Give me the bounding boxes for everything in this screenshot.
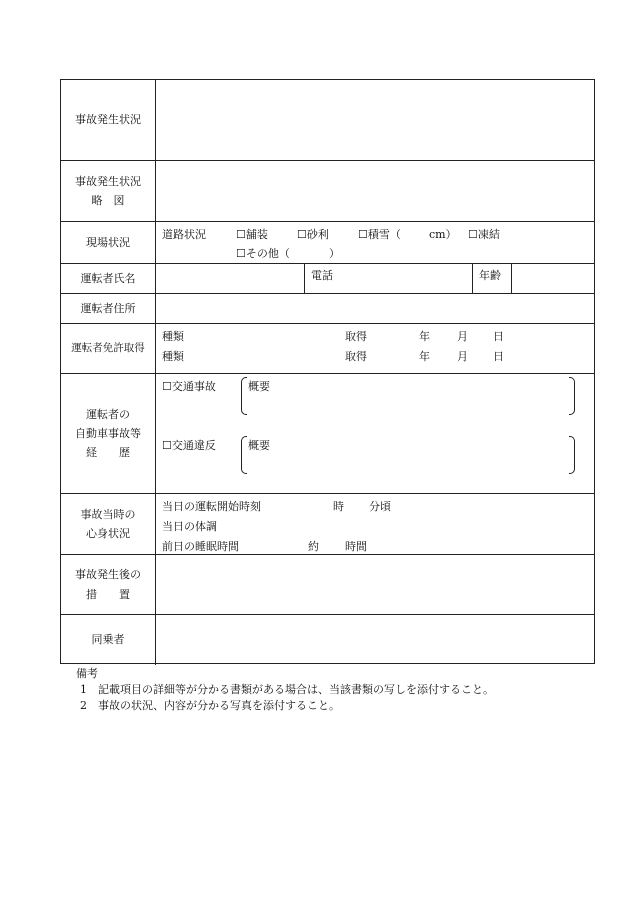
label-driver-address: 運転者住所 [61,294,156,323]
license-month-label-2: 月 [457,350,468,363]
label-post-accident-measures [75,565,141,604]
label-driving-history-line1: 運転者の [86,407,130,421]
license-day-label-2: 日 [493,350,504,363]
label-driving-history-line2: 自動車事故等 [75,426,141,440]
other-close-paren: ） [329,247,340,260]
notes-title: 備考 [76,667,98,680]
right-bracket [569,377,575,415]
accident-summary-label: 概要 [248,380,270,393]
checkbox-gravel[interactable]: ☐砂利 [297,228,329,241]
checkbox-snow[interactable]: ☐積雪（ [358,228,401,241]
field-accident-summary[interactable] [248,377,573,415]
row-site-conditions [61,221,594,263]
left-bracket [241,377,247,415]
row-post-accident-measures [61,554,594,614]
checkbox-traffic-accident[interactable]: ☐交通事故 [162,380,216,393]
field-passengers[interactable] [156,615,594,665]
field-accident-situation[interactable] [156,80,594,160]
row-passengers [61,614,594,665]
field-driver-address[interactable] [156,294,594,323]
field-post-accident-measures[interactable] [156,555,594,614]
license-year-label-1: 年 [419,330,430,343]
label-physical-condition-line2: 心身状況 [86,527,130,540]
label-driver-license: 運転者免許取得 [61,324,156,373]
road-conditions-label: 道路状況 [162,228,206,241]
license-year-label-2: 年 [419,350,430,363]
label-accident-sketch-line2: 略 図 [91,194,125,207]
label-accident-sketch-line1: 事故発生状況 [75,174,141,188]
field-accident-sketch[interactable] [156,161,594,221]
row-driver-name [61,263,594,293]
accident-report-form [60,79,595,664]
license-day-label-1: 日 [493,330,504,343]
field-phone[interactable] [341,264,472,293]
label-physical-condition-line1: 事故当時の [80,507,136,521]
license-month-label-1: 月 [457,330,468,343]
checkbox-frozen[interactable]: ☐凍結 [468,228,500,241]
license-kind-label-2: 種類 [162,350,184,363]
snow-depth-unit: cm） [429,228,457,241]
checkbox-traffic-violation[interactable]: ☐交通違反 [162,439,216,452]
license-kind-label-1: 種類 [162,330,184,343]
label-driving-history [75,405,141,463]
phone-label: 電話 [311,269,333,282]
label-accident-sketch [75,172,141,211]
row-accident-sketch [61,160,594,221]
right-bracket [569,436,575,474]
minute-label: 分頃 [369,500,391,513]
label-passengers: 同乗者 [61,615,156,665]
age-label: 年齢 [479,269,501,282]
start-time-label: 当日の運転開始時刻 [162,500,261,513]
field-violation-summary[interactable] [248,436,573,474]
health-label: 当日の体調 [162,520,217,533]
sleep-hours-label: 前日の睡眠時間 [162,540,239,553]
approx-label: 約 [308,540,319,553]
hours-unit-label: 時間 [345,540,367,553]
label-physical-condition [81,505,136,544]
label-post-accident-measures-line1: 事故発生後の [75,568,141,582]
label-site-conditions: 現場状況 [61,222,156,263]
row-driver-address [61,293,594,323]
field-driver-name[interactable] [156,264,304,293]
row-driver-license [61,323,594,373]
row-driving-history [61,373,594,493]
hour-label: 時 [333,500,344,513]
note-item-2: 2 事故の状況、内容が分かる写真を添付すること。 [80,699,340,712]
row-physical-condition [61,493,594,554]
violation-summary-label: 概要 [248,439,270,452]
notes-section [68,666,494,714]
note-item-1: 1 記載項目の詳細等が分かる書類がある場合は、当該書類の写しを添付すること。 [80,683,494,696]
label-driver-name: 運転者氏名 [61,264,156,293]
left-bracket [241,436,247,474]
license-acquired-label-2: 取得 [345,350,367,363]
checkbox-paved[interactable]: ☐舗装 [236,228,268,241]
row-accident-situation [61,80,594,160]
license-acquired-label-1: 取得 [345,330,367,343]
checkbox-other[interactable]: ☐その他（ [236,247,290,260]
field-age[interactable] [512,264,594,293]
label-post-accident-measures-line2: 措 置 [86,587,130,601]
label-accident-situation: 事故発生状況 [61,80,156,160]
label-driving-history-line3: 経 歴 [86,446,130,460]
